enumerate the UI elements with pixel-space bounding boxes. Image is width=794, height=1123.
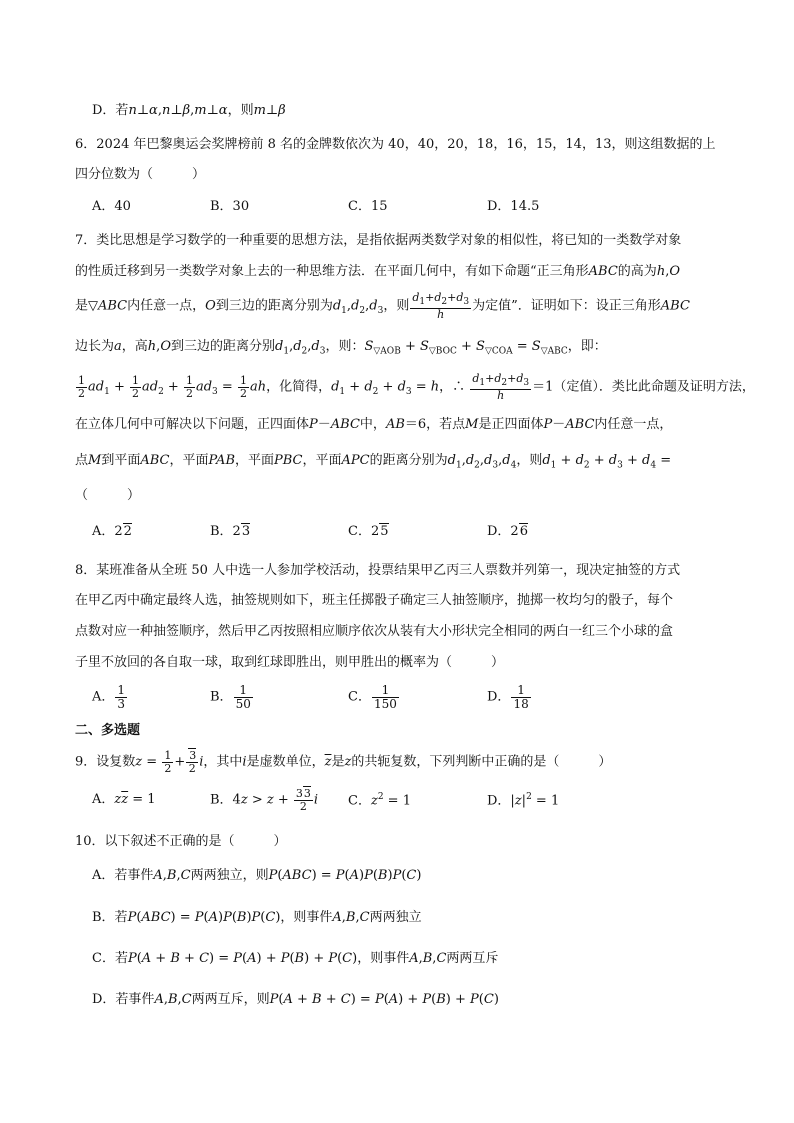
q10-option-d: D．若事件A,B,C两两互斥，则P(A + B + C) = P(A) + P(B) + P(C) [92, 992, 499, 1007]
q8-stem-line3: 点数对应一种抽签顺序，然后甲乙丙按照相应顺序依次从装有大小形状完全相同的两白一红三个小球的盒 [75, 624, 674, 639]
q7-stem-line3: 是▽ABC内任意一点，O到三边的距离分别为$d_1,d_2,d_3$，则 $\frac{d_1+d_2+d_3}{h}$ 为定值”．证明如下：设正三角形ABC [75, 291, 690, 321]
q6-option-b: B．30 [210, 199, 250, 214]
q9-option-b: B．4z > z + $\frac{33}{2}$ i [210, 787, 319, 813]
q7-option-a: A．22 [92, 524, 132, 539]
q7-stem-line1: 7．类比思想是学习数学的一种重要的思想方法，是指依据两类数学对象的相似性，将已知的一类数学对象 [75, 233, 682, 248]
q8-stem-line4: 子里不放回的各自取一球，取到红球即胜出，则甲胜出的概率为（ ） [75, 655, 505, 670]
q6-option-d: D．14.5 [487, 199, 540, 214]
q6-stem-line1: 6．2024 年巴黎奥运会奖牌榜前 8 名的金牌数依次为 40，40，20，18，16，15，14，13，则这组数据的上 [75, 137, 716, 152]
q8-option-b: B． $\frac{1}{50}$ [210, 683, 251, 711]
q9-option-a: A．$z\overline{z} = 1$ [92, 792, 156, 807]
q9-option-c: C．$z^2 = 1$ [348, 792, 411, 809]
q9-option-d: D．$|z|^2 = 1$ [487, 792, 560, 809]
q7-option-b: B．23 [210, 524, 251, 539]
q10-option-a: A．若事件A,B,C两两独立，则P(ABC) = P(A)P(B)P(C) [92, 868, 422, 883]
q7-stem-line4: 边长为a，高h,O到三边的距离分别$d_1,d_2,d_3$，则：$S_{▽AOB} + S_{▽BOC} + S_{▽COA} = S_{▽ABC}$，即： [75, 339, 607, 357]
q7-stem-line8: （ ） [75, 488, 141, 503]
q8-option-a: A． $\frac{1}{3}$ [92, 683, 126, 711]
q6-stem-line2: 四分位数为（ ） [75, 167, 206, 182]
q8-option-d: D． $\frac{1}{18}$ [487, 683, 529, 711]
q7-stem-line5: $\frac{1}{2}$ $ad_1$ + $\frac{1}{2}$ $ad_2$ + $\frac{1}{2}$ $ad_3$ = $\frac{1}{2}$ ah，化简得，$d_1 + d_2 + d_3 = h$，∴ $\frac{d_1+d_2+d_3}{h}$ ＝1（定值）．类比此命题及证明方法， [78, 372, 755, 402]
q10-option-c: C．若P(A + B + C) = P(A) + P(B) + P(C)，则事件A,B,C两两互斥 [92, 951, 499, 966]
q6-option-a: A．40 [92, 199, 131, 214]
q7-stem-line6: 在立体几何中可解决以下问题，正四面体P－ABC中，AB＝6，若点M是正四面体P－ABC内任意一点， [75, 417, 673, 432]
q7-stem-line7: 点M到平面ABC，平面PAB，平面PBC，平面APC的距离分别为$d_1,d_2,d_3,d_4$，则$d_1 + d_2 + d_3 + d_4$ = [75, 453, 672, 471]
q7-option-d: D．26 [487, 524, 528, 539]
q7-stem-line2: 的性质迁移到另一类数学对象上去的一种思维方法．在平面几何中，有如下命题“正三角形ABC的高为h,O [75, 264, 680, 279]
q8-option-c: C． $\frac{1}{150}$ [348, 683, 397, 711]
q10-stem: 10．以下叙述不正确的是（ ） [75, 834, 287, 849]
section-multi-choice-heading: 二、多选题 [75, 723, 141, 738]
q5-option-d: D．若n⊥α,n⊥β,m⊥α，则m⊥β [92, 103, 286, 118]
q7-option-c: C．25 [348, 524, 389, 539]
q6-option-c: C．15 [348, 199, 388, 214]
q8-stem-line2: 在甲乙丙中确定最终人选，抽签规则如下，班主任掷骰子确定三人抽签顺序，抛掷一枚均匀的骰子，每个 [75, 593, 674, 608]
q9-stem: 9．设复数z = $\frac{1}{2}$ + $\frac{3}{2}$ i，其中i是虚数单位，$\overline{z}$是z的共轭复数，下列判断中正确的是（ ） [75, 749, 612, 775]
q8-stem-line1: 8．某班准备从全班 50 人中选一人参加学校活动，投票结果甲乙丙三人票数并列第一，现决定抽签的方式 [75, 563, 681, 578]
q10-option-b: B．若P(ABC) = P(A)P(B)P(C)，则事件A,B,C两两独立 [92, 910, 422, 925]
q7-fraction-d-over-h: $\frac{d_1+d_2+d_3}{h}$ [412, 291, 470, 321]
